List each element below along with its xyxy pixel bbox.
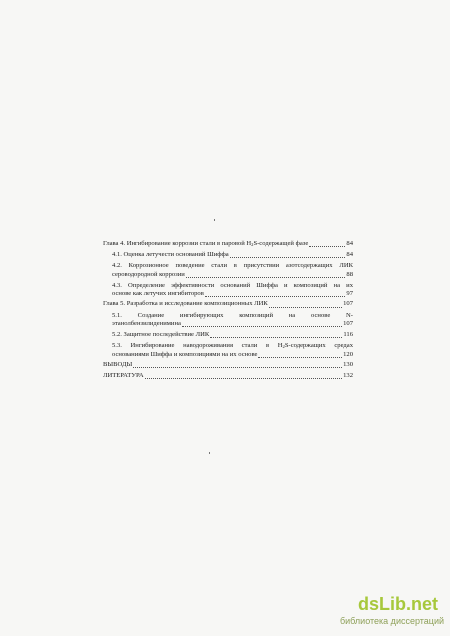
toc-entry-title: 5.3. Ингибирование наводороживания стали в H [112,342,283,350]
toc-page-number: 116 [343,331,353,339]
toc-entry-title: Глава 4. Ингибирование коррозии стали в паровой H [103,240,252,247]
toc-page-number: 107 [343,319,353,327]
toc-entry-title: 4.3. Определение эффективности оснований Шиффа и композиций на их [112,281,353,289]
toc-entry-chapter-4[interactable] [103,240,353,248]
toc-entry-title: ЛИТЕРАТУРА [103,372,144,380]
watermark-tagline: библиотека диссертаций [340,616,445,626]
toc-entry-title: ВЫВОДЫ [103,360,133,368]
scan-speck [209,452,210,454]
toc-page-number: 132 [343,372,353,380]
toc-entry-title-cont: S-содержащей фазе [253,240,309,247]
toc-entry-chapter-5[interactable] [103,300,353,308]
toc-entry-title-cont: основе как летучих ингибиторов [112,290,204,298]
toc-entry-title-cont: сероводородной коррозии [112,270,185,278]
toc-entry-title-cont: этанолбензилиденимина [112,319,181,327]
toc-entry-conclusions[interactable] [103,361,353,369]
dot-leader [182,321,342,327]
subscript: 2 [282,344,285,350]
dslib-watermark[interactable] [340,594,450,634]
toc-page-number: 120 [343,350,353,358]
toc-entry-4-1[interactable] [103,251,353,259]
dot-leader [145,373,343,379]
toc-entry-title: 4.2. Коррозионное поведение стали в присутствии азотсодержащих ЛИК [112,262,353,270]
toc-entry-title-cont: S-содержащих средах [284,342,353,350]
dot-leader [133,362,342,368]
toc-page-number: 84 [346,240,353,247]
toc-entry-title: 5.2. Защитное последействие ЛИК [112,331,210,339]
toc-entry-4-3[interactable] [103,282,353,298]
dot-leader [269,302,342,308]
dot-leader [309,241,345,247]
toc-page-number: 130 [343,360,353,368]
toc-entry-5-1[interactable] [103,312,353,328]
toc-entry-title: Глава 5. Разработка и исследование композиционных ЛИК [103,300,268,308]
table-of-contents [103,240,353,380]
dot-leader [258,352,342,358]
toc-page-number: 84 [346,251,353,259]
scan-speck [214,219,215,221]
toc-entry-title-cont: основаниями Шиффа и композициями на их основе [112,350,258,358]
watermark-brand: dsLib.net [358,594,438,614]
toc-page-number: 88 [346,270,353,278]
toc-entry-5-3[interactable] [103,342,353,358]
dot-leader [205,291,346,297]
toc-page-number: 97 [346,290,353,298]
toc-entry-4-2[interactable] [103,262,353,278]
toc-entry-title: 5.1. Создание ингибирующих композиций на основе N- [112,311,353,319]
dot-leader [210,332,342,338]
dot-leader [230,252,346,258]
dot-leader [186,272,346,278]
subscript: 2 [251,242,254,247]
toc-page-number: 107 [343,300,353,308]
toc-entry-title: 4.1. Оценка летучести оснований Шиффа [112,251,229,259]
toc-entry-5-2[interactable] [103,331,353,339]
toc-entry-literature[interactable] [103,372,353,380]
